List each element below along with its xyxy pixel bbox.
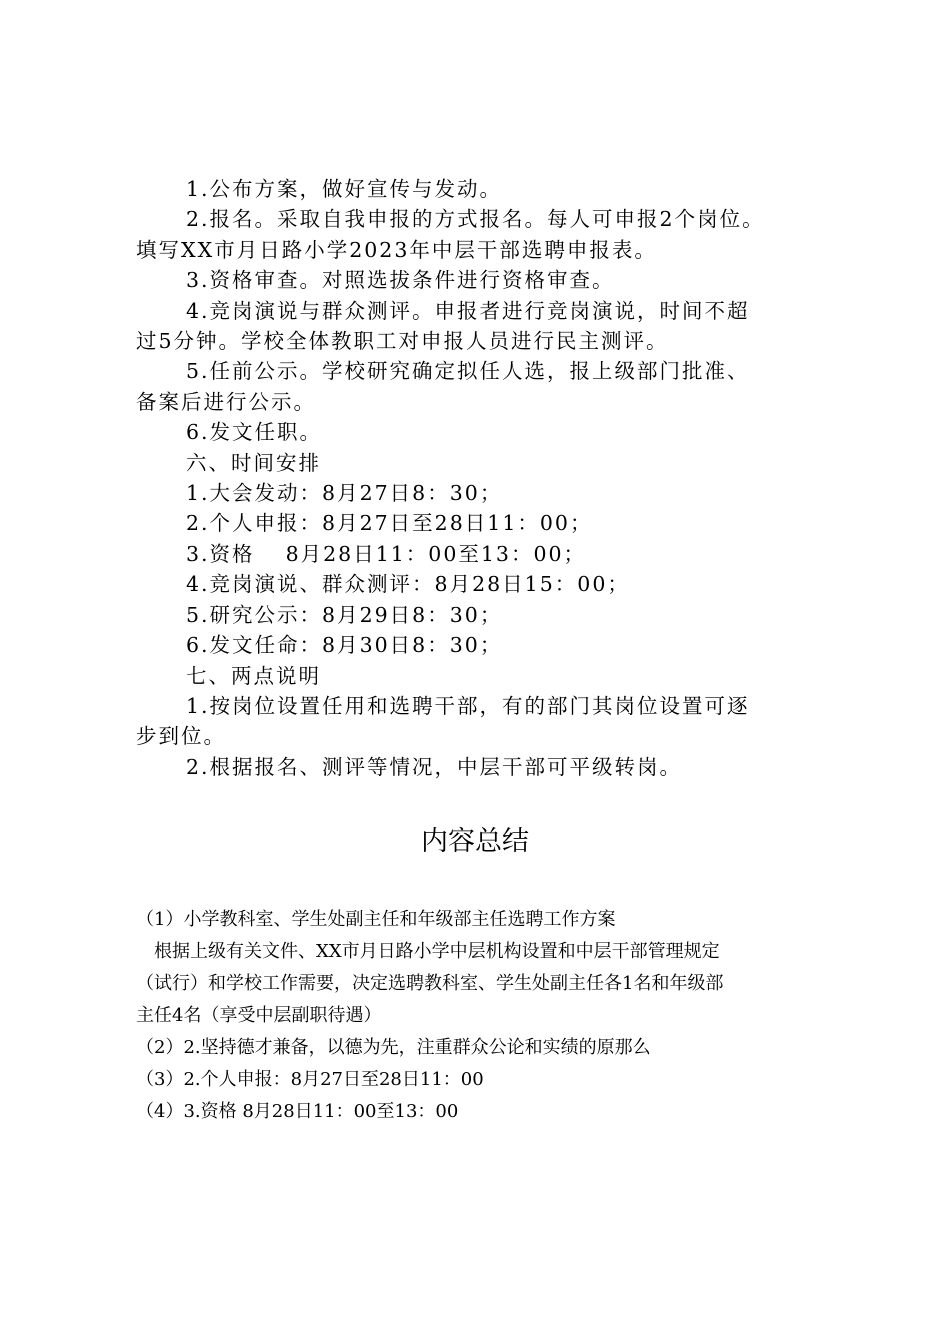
schedule-item: 4.竞岗演说、群众测评：8月28日15：00； <box>186 572 630 597</box>
body-line: 2.报名。采取自我申报的方式报名。每人可申报2个岗位。 <box>186 207 765 232</box>
summary-line: （2）2.坚持德才兼备，以德为先，注重群众公论和实绩的原那么 <box>136 1037 651 1058</box>
body-line: 过5分钟。学校全体教职工对申报人员进行民主测评。 <box>136 329 669 354</box>
body-line: 4.竞岗演说与群众测评。申报者进行竞岗演说，时间不超 <box>186 298 750 323</box>
body-line: 填写XX市月日路小学2023年中层干部选聘申报表。 <box>136 237 657 262</box>
schedule-item: 2.个人申报：8月27日至28日11：00； <box>186 511 593 536</box>
summary-line: （1）小学教科室、学生处副主任和年级部主任选聘工作方案 <box>136 909 616 930</box>
summary-line: 主任4名（享受中层副职待遇） <box>136 1005 382 1026</box>
summary-title: 内容总结 <box>421 826 529 857</box>
body-line: 2.根据报名、测评等情况，中层干部可平级转岗。 <box>186 754 683 779</box>
body-line: 1.按岗位设置任用和选聘干部，有的部门其岗位设置可逐 <box>186 693 750 718</box>
body-line: 备案后进行公示。 <box>136 389 316 414</box>
summary-line: 根据上级有关文件、XX市月日路小学中层机构设置和中层干部管理规定 <box>154 941 720 962</box>
body-line: 6.发文任职。 <box>186 420 323 445</box>
summary-line: （4）3.资格 8月28日11：00至13：00 <box>136 1101 459 1122</box>
body-line: 1.公布方案，做好宣传与发动。 <box>186 177 503 201</box>
schedule-item: 6.发文任命：8月30日8：30； <box>186 633 503 658</box>
body-line: 5.任前公示。学校研究确定拟任人选，报上级部门批准、 <box>186 359 750 384</box>
schedule-item: 1.大会发动：8月27日8：30； <box>186 481 503 506</box>
section-heading: 六、时间安排 <box>186 450 321 475</box>
document-body <box>136 174 826 782</box>
body-line: 步到位。 <box>136 724 226 749</box>
summary-line: （3）2.个人申报：8月27日至28日11：00 <box>136 1069 484 1090</box>
summary-body <box>136 904 826 1128</box>
summary-line: （试行）和学校工作需要，决定选聘教科室、学生处副主任各1名和年级部 <box>136 973 724 994</box>
section-heading: 七、两点说明 <box>186 663 321 688</box>
body-line: 3.资格审查。对照选拔条件进行资格审查。 <box>186 268 615 293</box>
schedule-item: 3.资格 8月28日11：00至13：00； <box>186 541 587 566</box>
schedule-item: 5.研究公示：8月29日8：30； <box>186 602 503 627</box>
